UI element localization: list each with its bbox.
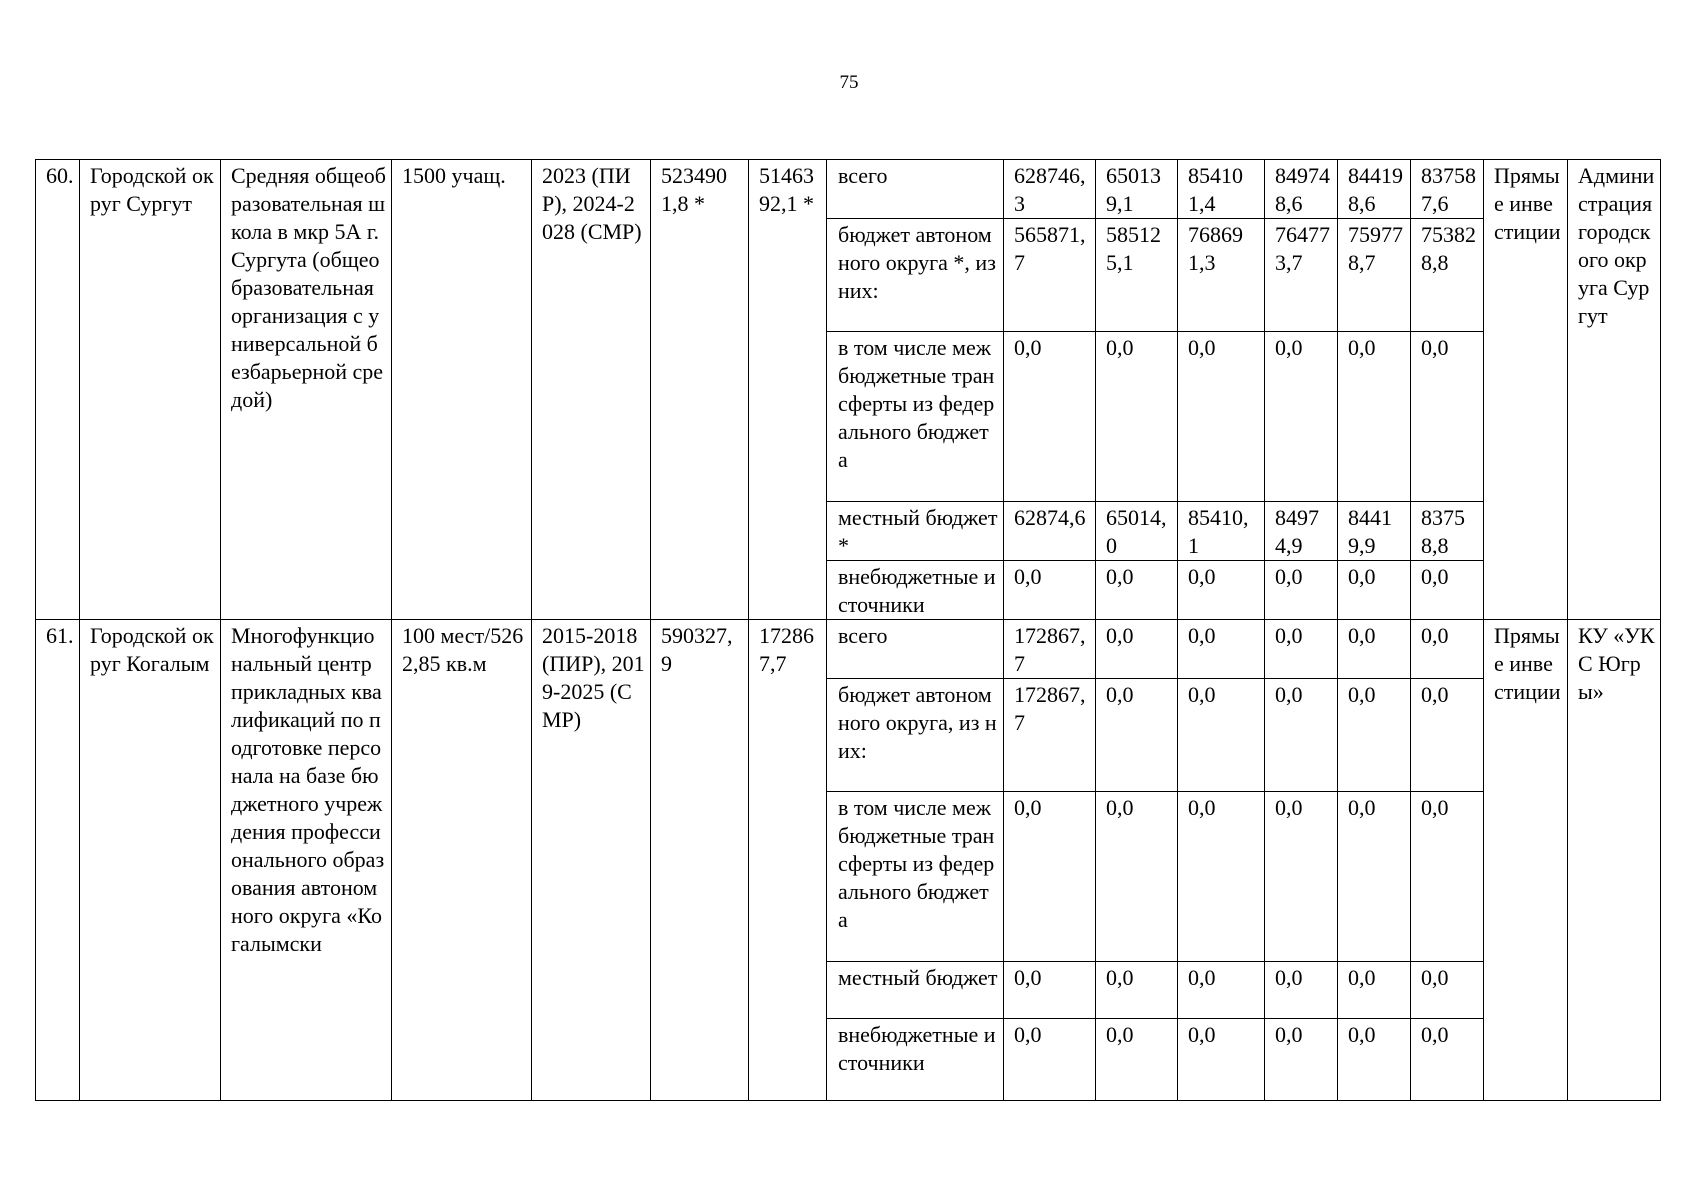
value-cell: 0,0 xyxy=(1411,332,1484,502)
value-cell: 849748,6 xyxy=(1265,160,1338,219)
value-cell: 0,0 xyxy=(1178,620,1265,679)
value-cell: 759778,7 xyxy=(1338,219,1411,332)
value-cell: 0,0 xyxy=(1338,1019,1411,1101)
value-cell: 585125,1 xyxy=(1096,219,1178,332)
remaining-cost-cell: 172867,7 xyxy=(749,620,827,1101)
customer-cell: КУ «УКС Югры» xyxy=(1568,620,1661,1101)
value-cell: 62874,6 xyxy=(1004,502,1096,561)
period-cell: 2015-2018 (ПИР), 2019-2025 (СМР) xyxy=(532,620,651,1101)
value-cell: 65014,0 xyxy=(1096,502,1178,561)
value-cell: 0,0 xyxy=(1411,620,1484,679)
value-cell: 844198,6 xyxy=(1338,160,1411,219)
row-number: 61. xyxy=(36,620,80,1101)
municipality-cell: Городской округ Когалым xyxy=(80,620,221,1101)
value-cell: 84974,9 xyxy=(1265,502,1338,561)
value-cell: 0,0 xyxy=(1178,962,1265,1019)
value-cell: 837587,6 xyxy=(1411,160,1484,219)
value-cell: 0,0 xyxy=(1178,1019,1265,1101)
page-number: 75 xyxy=(839,72,859,93)
total-cost-cell: 5234901,8 * xyxy=(651,160,749,620)
source-label: в том числе межбюджетные трансферты из федерального бюджета xyxy=(827,332,1004,502)
value-cell: 0,0 xyxy=(1411,962,1484,1019)
value-cell: 0,0 xyxy=(1338,792,1411,962)
value-cell: 0,0 xyxy=(1178,332,1265,502)
value-cell: 0,0 xyxy=(1004,332,1096,502)
remaining-cost-cell: 5146392,1 * xyxy=(749,160,827,620)
total-cost-cell: 590327,9 xyxy=(651,620,749,1101)
value-cell: 0,0 xyxy=(1411,1019,1484,1101)
value-cell: 0,0 xyxy=(1338,679,1411,792)
value-cell: 0,0 xyxy=(1411,792,1484,962)
object-name-cell: Средняя общеобразовательная школа в мкр 5А г. Сургута (общеобразовательная организация с универсальной безбарьерной средой) xyxy=(221,160,392,620)
source-label: всего xyxy=(827,160,1004,219)
source-label: бюджет автономного округа, из них: xyxy=(827,679,1004,792)
value-cell: 854101,4 xyxy=(1178,160,1265,219)
object-name-cell: Многофункциональный центр прикладных квалификаций по подготовке персонала на базе бюджетного учреждения профессионального образования автономного округа «Когалымски xyxy=(221,620,392,1101)
value-cell: 0,0 xyxy=(1096,792,1178,962)
value-cell: 0,0 xyxy=(1004,561,1096,620)
value-cell: 0,0 xyxy=(1178,792,1265,962)
value-cell: 0,0 xyxy=(1004,1019,1096,1101)
value-cell: 0,0 xyxy=(1338,561,1411,620)
value-cell: 0,0 xyxy=(1411,679,1484,792)
source-label: бюджет автономного округа *, из них: xyxy=(827,219,1004,332)
value-cell: 0,0 xyxy=(1178,679,1265,792)
customer-cell: Администрация городского округа Сургут xyxy=(1568,160,1661,620)
source-label: местный бюджет * xyxy=(827,502,1004,561)
value-cell: 764773,7 xyxy=(1265,219,1338,332)
value-cell: 84419,9 xyxy=(1338,502,1411,561)
value-cell: 0,0 xyxy=(1265,332,1338,502)
value-cell: 0,0 xyxy=(1338,620,1411,679)
value-cell: 0,0 xyxy=(1096,332,1178,502)
capacity-cell: 1500 учащ. xyxy=(392,160,532,620)
source-label: в том числе межбюджетные трансферты из федерального бюджета xyxy=(827,792,1004,962)
value-cell: 0,0 xyxy=(1178,561,1265,620)
value-cell: 0,0 xyxy=(1096,1019,1178,1101)
value-cell: 768691,3 xyxy=(1178,219,1265,332)
mechanism-cell: Прямые инвестиции xyxy=(1484,620,1568,1101)
value-cell: 0,0 xyxy=(1265,962,1338,1019)
value-cell: 565871,7 xyxy=(1004,219,1096,332)
value-cell: 0,0 xyxy=(1096,620,1178,679)
value-cell: 172867,7 xyxy=(1004,679,1096,792)
value-cell: 0,0 xyxy=(1265,561,1338,620)
value-cell: 0,0 xyxy=(1096,962,1178,1019)
value-cell: 0,0 xyxy=(1004,792,1096,962)
value-cell: 172867,7 xyxy=(1004,620,1096,679)
value-cell: 0,0 xyxy=(1004,962,1096,1019)
table-row xyxy=(36,160,1661,219)
value-cell: 83758,8 xyxy=(1411,502,1484,561)
value-cell: 0,0 xyxy=(1096,679,1178,792)
source-label: внебюджетные источники xyxy=(827,561,1004,620)
source-label: местный бюджет xyxy=(827,962,1004,1019)
value-cell: 0,0 xyxy=(1338,962,1411,1019)
value-cell: 753828,8 xyxy=(1411,219,1484,332)
value-cell: 628746,3 xyxy=(1004,160,1096,219)
value-cell: 0,0 xyxy=(1265,620,1338,679)
source-label: внебюджетные источники xyxy=(827,1019,1004,1101)
row-number: 60. xyxy=(36,160,80,620)
mechanism-cell: Прямые инвестиции xyxy=(1484,160,1568,620)
value-cell: 85410,1 xyxy=(1178,502,1265,561)
value-cell: 0,0 xyxy=(1096,561,1178,620)
value-cell: 0,0 xyxy=(1265,679,1338,792)
investment-objects-table xyxy=(35,159,1661,1101)
value-cell: 0,0 xyxy=(1265,1019,1338,1101)
source-label: всего xyxy=(827,620,1004,679)
value-cell: 0,0 xyxy=(1411,561,1484,620)
period-cell: 2023 (ПИР), 2024-2028 (СМР) xyxy=(532,160,651,620)
value-cell: 650139,1 xyxy=(1096,160,1178,219)
table-row xyxy=(36,620,1661,679)
value-cell: 0,0 xyxy=(1338,332,1411,502)
capacity-cell: 100 мест/5262,85 кв.м xyxy=(392,620,532,1101)
municipality-cell: Городской округ Сургут xyxy=(80,160,221,620)
value-cell: 0,0 xyxy=(1265,792,1338,962)
